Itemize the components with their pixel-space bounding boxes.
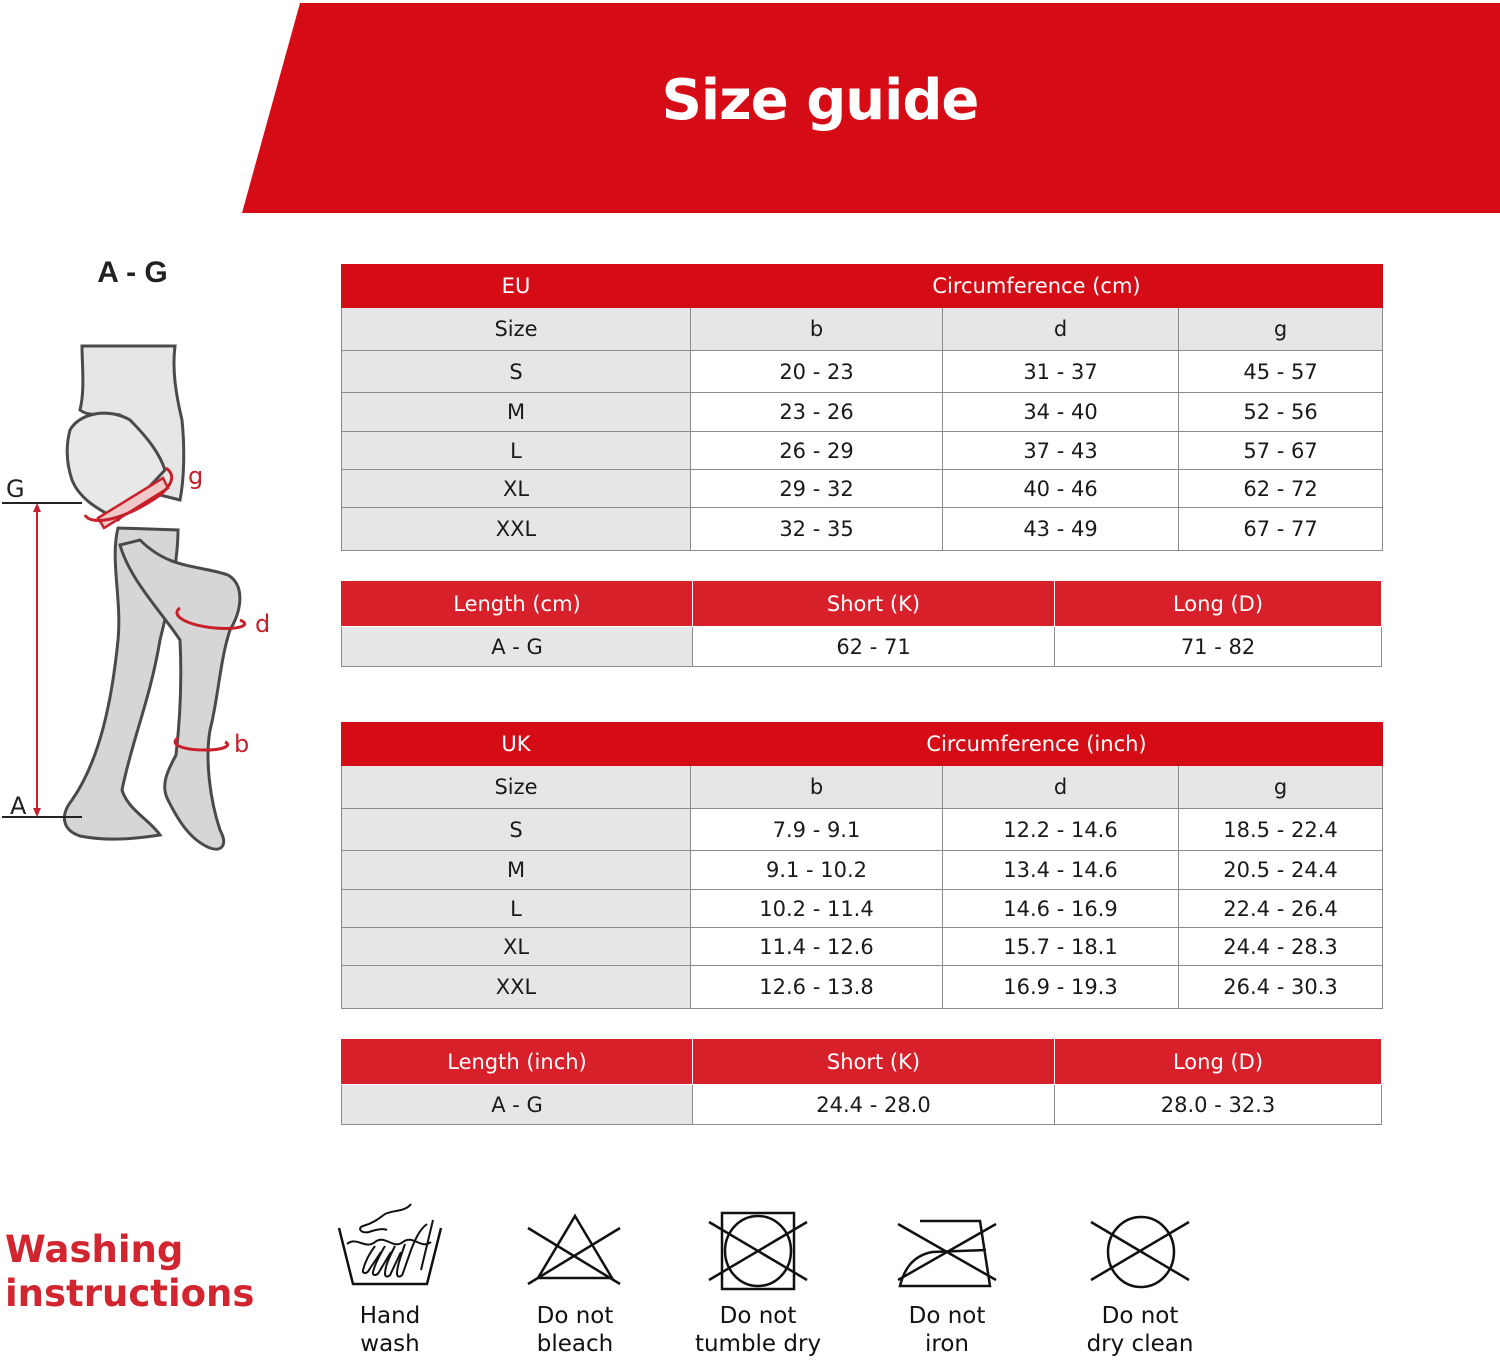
washing-heading-line2: instructions — [5, 1272, 255, 1315]
column-header: b — [691, 308, 943, 351]
table-row — [342, 393, 1383, 432]
care-item-hand-wash — [300, 1200, 480, 1358]
point-label-a: A — [10, 792, 27, 820]
value-cell: 7.9 - 9.1 — [691, 809, 943, 851]
washing-heading-line1: Washing — [5, 1228, 184, 1271]
eu-length-table — [341, 580, 1382, 667]
size-cell: L — [342, 432, 691, 470]
value-cell: 14.6 - 16.9 — [943, 890, 1179, 928]
column-header: d — [943, 766, 1179, 809]
washing-heading — [5, 1228, 254, 1316]
value-cell: 67 - 77 — [1179, 508, 1383, 551]
column-header: Short (K) — [693, 1039, 1055, 1085]
column-header: Long (D) — [1055, 1039, 1382, 1085]
value-cell: 15.7 - 18.1 — [943, 928, 1179, 966]
value-cell: 22.4 - 26.4 — [1179, 890, 1383, 928]
group-header: Circumference (cm) — [691, 265, 1383, 308]
column-header: Size — [342, 308, 691, 351]
column-header: d — [943, 308, 1179, 351]
value-cell: 34 - 40 — [943, 393, 1179, 432]
table-row — [342, 627, 1382, 667]
value-cell: 23 - 26 — [691, 393, 943, 432]
measure-label-g: g — [188, 462, 204, 490]
column-header: b — [691, 766, 943, 809]
no-tumble-dry-icon — [703, 1200, 813, 1292]
care-label-line1: Do not — [908, 1303, 986, 1329]
value-cell: 62 - 71 — [693, 627, 1055, 667]
value-cell: 11.4 - 12.6 — [691, 928, 943, 966]
header-banner — [0, 0, 1500, 216]
care-label-line1: Do not — [719, 1303, 797, 1329]
care-label-line2: iron — [925, 1331, 969, 1357]
size-cell: XL — [342, 470, 691, 508]
table-row — [342, 508, 1383, 551]
value-cell: 37 - 43 — [943, 432, 1179, 470]
value-cell: 24.4 - 28.0 — [693, 1085, 1055, 1125]
value-cell: 28.0 - 32.3 — [1055, 1085, 1382, 1125]
region-header: EU — [342, 265, 691, 308]
care-label — [668, 1302, 848, 1358]
column-header: Length (inch) — [342, 1039, 693, 1085]
value-cell: 45 - 57 — [1179, 351, 1383, 393]
size-cell: XXL — [342, 966, 691, 1009]
no-bleach-icon — [520, 1200, 630, 1292]
column-header: Long (D) — [1055, 581, 1382, 627]
value-cell: 18.5 - 22.4 — [1179, 809, 1383, 851]
care-item-no-bleach — [485, 1200, 665, 1358]
value-cell: 12.2 - 14.6 — [943, 809, 1179, 851]
hand-wash-icon — [335, 1200, 445, 1292]
value-cell: 31 - 37 — [943, 351, 1179, 393]
care-label-line2: tumble dry — [694, 1331, 822, 1357]
measure-label-d: d — [255, 610, 271, 638]
table-row — [342, 470, 1383, 508]
table-row — [342, 351, 1383, 393]
value-cell: 71 - 82 — [1055, 627, 1382, 667]
column-header: Length (cm) — [342, 581, 693, 627]
eu-size-table — [341, 264, 1383, 551]
diagram-title: A - G — [97, 256, 168, 289]
care-label-line1: Do not — [536, 1303, 614, 1329]
value-cell: 24.4 - 28.3 — [1179, 928, 1383, 966]
length-label-cell: A - G — [342, 627, 693, 667]
value-cell: 40 - 46 — [943, 470, 1179, 508]
value-cell: 57 - 67 — [1179, 432, 1383, 470]
size-cell: S — [342, 351, 691, 393]
value-cell: 20.5 - 24.4 — [1179, 851, 1383, 890]
care-item-no-iron — [857, 1200, 1037, 1358]
size-cell: XL — [342, 928, 691, 966]
care-label — [300, 1302, 480, 1358]
care-label-line2: bleach — [536, 1331, 614, 1357]
care-item-no-dry-clean — [1050, 1200, 1230, 1358]
value-cell: 52 - 56 — [1179, 393, 1383, 432]
value-cell: 10.2 - 11.4 — [691, 890, 943, 928]
no-iron-icon — [892, 1200, 1002, 1292]
region-header: UK — [342, 723, 691, 766]
length-label-cell: A - G — [342, 1085, 693, 1125]
care-label-line1: Hand — [359, 1303, 421, 1329]
care-item-no-tumble-dry — [668, 1200, 848, 1358]
care-label — [857, 1302, 1037, 1358]
group-header: Circumference (inch) — [691, 723, 1383, 766]
value-cell: 26 - 29 — [691, 432, 943, 470]
point-label-g: G — [6, 475, 25, 503]
measure-label-b: b — [234, 730, 250, 758]
table-row — [342, 928, 1383, 966]
care-label — [1050, 1302, 1230, 1358]
value-cell: 43 - 49 — [943, 508, 1179, 551]
size-cell: L — [342, 890, 691, 928]
column-header: Size — [342, 766, 691, 809]
value-cell: 29 - 32 — [691, 470, 943, 508]
column-header: Short (K) — [693, 581, 1055, 627]
value-cell: 62 - 72 — [1179, 470, 1383, 508]
care-label — [485, 1302, 665, 1358]
care-label-line2: dry clean — [1086, 1331, 1194, 1357]
care-label-line2: wash — [360, 1331, 420, 1357]
table-row — [342, 809, 1383, 851]
table-row — [342, 890, 1383, 928]
page-title: Size guide — [661, 68, 979, 133]
value-cell: 13.4 - 14.6 — [943, 851, 1179, 890]
uk-length-table — [341, 1038, 1382, 1125]
table-row — [342, 966, 1383, 1009]
value-cell: 20 - 23 — [691, 351, 943, 393]
value-cell: 16.9 - 19.3 — [943, 966, 1179, 1009]
table-row — [342, 851, 1383, 890]
value-cell: 12.6 - 13.8 — [691, 966, 943, 1009]
leg-measurement-diagram — [0, 330, 300, 860]
size-cell: M — [342, 851, 691, 890]
size-cell: XXL — [342, 508, 691, 551]
table-row — [342, 432, 1383, 470]
value-cell: 32 - 35 — [691, 508, 943, 551]
table-row — [342, 1085, 1382, 1125]
no-dry-clean-icon — [1085, 1200, 1195, 1292]
column-header: g — [1179, 766, 1383, 809]
care-label-line1: Do not — [1101, 1303, 1179, 1329]
size-cell: S — [342, 809, 691, 851]
column-header: g — [1179, 308, 1383, 351]
size-cell: M — [342, 393, 691, 432]
value-cell: 9.1 - 10.2 — [691, 851, 943, 890]
value-cell: 26.4 - 30.3 — [1179, 966, 1383, 1009]
uk-size-table — [341, 722, 1383, 1009]
